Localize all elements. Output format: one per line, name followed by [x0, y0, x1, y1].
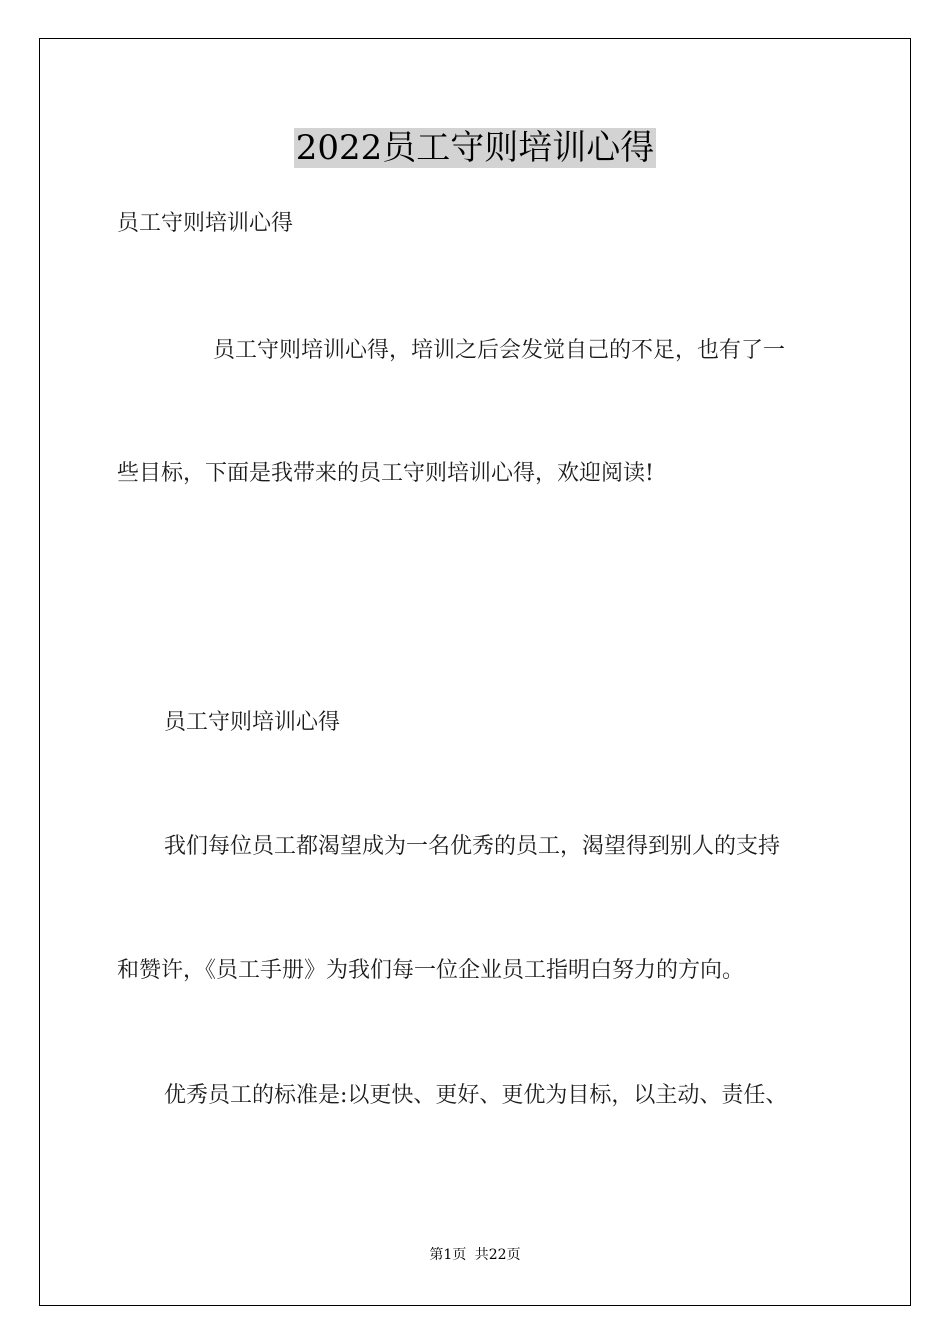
subtitle-line: 员工守则培训心得	[117, 211, 294, 236]
body-line-1: 我们每位员工都渴望成为一名优秀的员工，渴望得到别人的支持	[164, 834, 781, 859]
page-footer: 第1页 共22页	[429, 1247, 521, 1263]
intro-line-2: 些目标，下面是我带来的员工守则培训心得，欢迎阅读!	[117, 461, 654, 486]
section-heading: 员工守则培训心得	[164, 710, 341, 735]
intro-line-1: 员工守则培训心得，培训之后会发觉自己的不足，也有了一	[213, 338, 786, 363]
document-title	[0, 124, 950, 172]
document-title-text: 2022员工守则培训心得	[295, 128, 655, 168]
body-line-3: 优秀员工的标准是:以更快、更好、更优为目标，以主动、责任、	[164, 1083, 788, 1108]
body-line-2: 和赞许，《员工手册》为我们每一位企业员工指明白努力的方向。	[117, 958, 745, 983]
